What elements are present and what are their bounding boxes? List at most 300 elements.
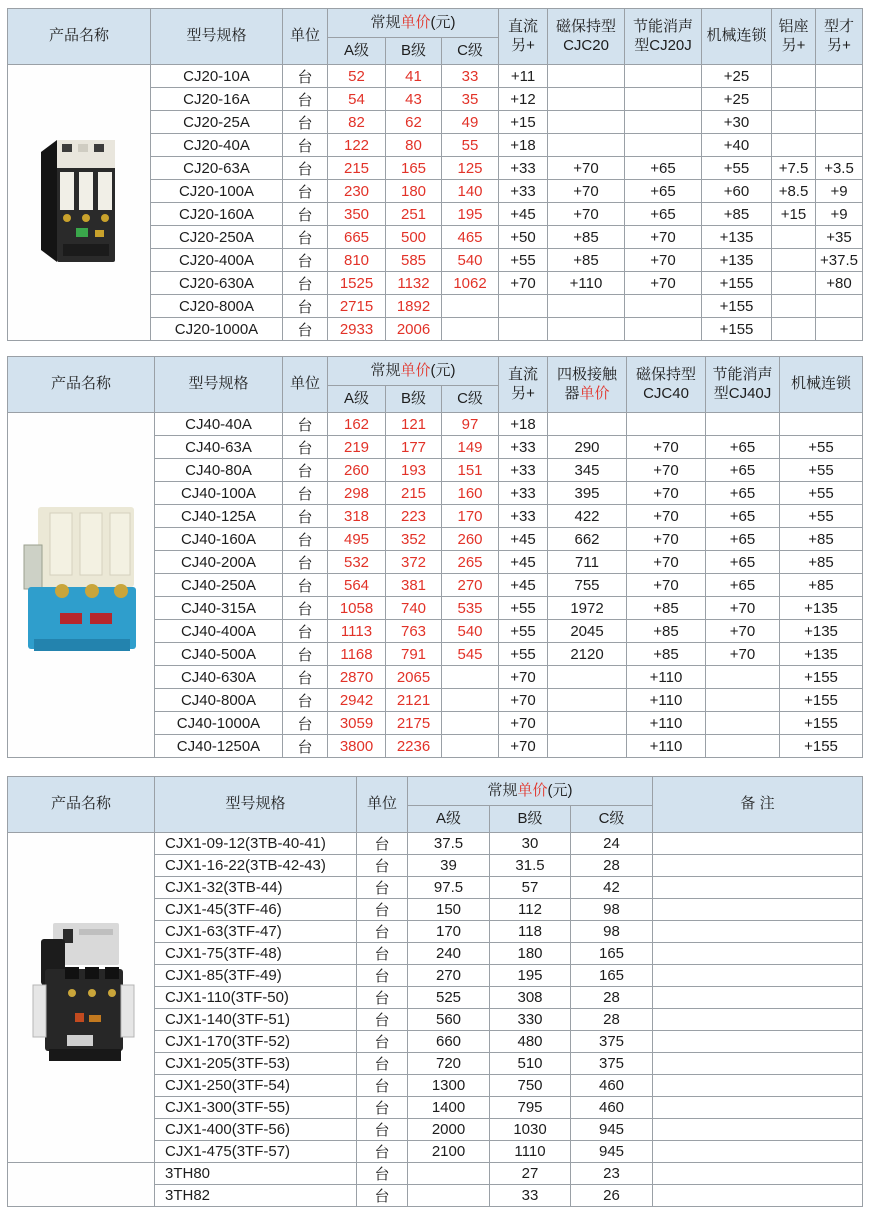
table-row (8, 413, 863, 436)
unit-cell: 台 (283, 574, 328, 597)
value-cell (653, 1163, 863, 1185)
value-cell (816, 318, 863, 341)
value-cell: 720 (408, 1053, 490, 1075)
value-cell (653, 1141, 863, 1163)
value-cell (625, 65, 702, 88)
value-cell: 350 (328, 203, 386, 226)
value-cell (653, 899, 863, 921)
value-cell: +135 (780, 620, 863, 643)
value-cell (548, 735, 627, 758)
unit-cell: 台 (357, 943, 408, 965)
value-cell: 2933 (328, 318, 386, 341)
value-cell: 352 (386, 528, 442, 551)
header-text: (元) (547, 781, 573, 799)
value-cell: 54 (328, 88, 386, 111)
unit-cell: 台 (283, 111, 328, 134)
value-cell: +155 (780, 666, 863, 689)
value-cell: +3.5 (816, 157, 863, 180)
value-cell (625, 318, 702, 341)
value-cell (499, 295, 548, 318)
value-cell: 165 (386, 157, 442, 180)
value-cell: 42 (571, 877, 653, 899)
column-header: 产品名称 (8, 777, 155, 833)
value-cell: +135 (702, 226, 772, 249)
value-cell: +9 (816, 180, 863, 203)
model-cell: CJX1-45(3TF-46) (155, 899, 357, 921)
value-cell (816, 65, 863, 88)
value-cell: 23 (571, 1163, 653, 1185)
header-text: 型才 (824, 17, 855, 35)
value-cell (442, 318, 499, 341)
value-cell: +9 (816, 203, 863, 226)
value-cell: +155 (780, 712, 863, 735)
price-group-header (328, 357, 499, 386)
value-cell: +70 (625, 249, 702, 272)
header-text: 直流 (508, 365, 539, 383)
value-cell: 151 (442, 459, 499, 482)
value-cell (442, 689, 499, 712)
column-header (548, 357, 627, 413)
value-cell: 1062 (442, 272, 499, 295)
value-cell: +70 (548, 157, 625, 180)
column-header (499, 9, 548, 65)
value-cell: +33 (499, 459, 548, 482)
model-cell: CJ40-400A (155, 620, 283, 643)
value-cell: 3059 (328, 712, 386, 735)
value-cell: +70 (625, 272, 702, 295)
header-text: 直流 (508, 17, 539, 35)
cj40-table-section (0, 356, 870, 758)
column-header: 型号规格 (155, 357, 283, 413)
value-cell (772, 318, 816, 341)
header-row (8, 357, 863, 386)
value-cell: 375 (571, 1053, 653, 1075)
value-cell: 2120 (548, 643, 627, 666)
value-cell: 170 (442, 505, 499, 528)
unit-cell: 台 (357, 1031, 408, 1053)
value-cell: +70 (548, 180, 625, 203)
model-cell: CJX1-140(3TF-51) (155, 1009, 357, 1031)
model-cell: CJ20-10A (151, 65, 283, 88)
value-cell: +70 (499, 272, 548, 295)
value-cell: +85 (627, 620, 706, 643)
value-cell: 33 (490, 1185, 571, 1207)
value-cell: +155 (780, 735, 863, 758)
unit-cell: 台 (283, 666, 328, 689)
value-cell (772, 111, 816, 134)
column-header: 型号规格 (155, 777, 357, 833)
header-text: 单价 (517, 781, 548, 799)
value-cell: +85 (780, 528, 863, 551)
value-cell: +7.5 (772, 157, 816, 180)
value-cell: +80 (816, 272, 863, 295)
value-cell (548, 666, 627, 689)
model-cell: CJX1-32(3TB-44) (155, 877, 357, 899)
value-cell (653, 1053, 863, 1075)
unit-cell: 台 (283, 597, 328, 620)
model-cell: CJ40-800A (155, 689, 283, 712)
value-cell: +70 (706, 597, 780, 620)
value-cell: 750 (490, 1075, 571, 1097)
value-cell: 395 (548, 482, 627, 505)
header-text: 磁保持型 (636, 365, 697, 383)
value-cell (408, 1163, 490, 1185)
value-cell (408, 1185, 490, 1207)
value-cell: 2942 (328, 689, 386, 712)
table-row (8, 65, 863, 88)
value-cell: 140 (442, 180, 499, 203)
value-cell: +25 (702, 65, 772, 88)
header-text: 型CJ20J (634, 36, 692, 54)
value-cell: 122 (328, 134, 386, 157)
value-cell: 125 (442, 157, 499, 180)
model-cell: CJ20-630A (151, 272, 283, 295)
value-cell: 160 (442, 482, 499, 505)
value-cell: +33 (499, 505, 548, 528)
value-cell: 33 (442, 65, 499, 88)
grade-header: A级 (328, 38, 386, 65)
header-text: 常规 (370, 361, 401, 379)
value-cell: 265 (442, 551, 499, 574)
model-cell: CJ20-800A (151, 295, 283, 318)
unit-cell: 台 (283, 226, 328, 249)
unit-cell: 台 (283, 65, 328, 88)
header-text: 节能消声 (633, 17, 694, 35)
value-cell: +15 (499, 111, 548, 134)
unit-cell: 台 (357, 1009, 408, 1031)
value-cell: +65 (706, 459, 780, 482)
value-cell: 215 (386, 482, 442, 505)
value-cell (625, 295, 702, 318)
model-cell: CJ20-63A (151, 157, 283, 180)
header-text: 另+ (781, 36, 806, 54)
header-text: 单价 (579, 384, 610, 402)
cj40-contactor-photo (18, 499, 144, 667)
value-cell: 150 (408, 899, 490, 921)
value-cell: 98 (571, 921, 653, 943)
value-cell (625, 134, 702, 157)
value-cell: +70 (706, 643, 780, 666)
unit-cell: 台 (357, 1053, 408, 1075)
unit-cell: 台 (283, 295, 328, 318)
value-cell: +55 (499, 643, 548, 666)
value-cell: 465 (442, 226, 499, 249)
value-cell: +135 (702, 249, 772, 272)
value-cell: 112 (490, 899, 571, 921)
value-cell: +85 (780, 574, 863, 597)
value-cell (548, 111, 625, 134)
model-cell: CJ20-40A (151, 134, 283, 157)
value-cell: 945 (571, 1119, 653, 1141)
value-cell (548, 413, 627, 436)
value-cell (816, 295, 863, 318)
value-cell (772, 65, 816, 88)
cjx1-table-section (0, 776, 870, 1207)
model-cell: CJX1-85(3TF-49) (155, 965, 357, 987)
unit-cell: 台 (283, 318, 328, 341)
value-cell: +155 (702, 318, 772, 341)
value-cell: +55 (499, 620, 548, 643)
cjx1-contactor-photo (25, 917, 137, 1075)
value-cell: +55 (499, 249, 548, 272)
value-cell (706, 413, 780, 436)
value-cell: 1058 (328, 597, 386, 620)
value-cell (816, 134, 863, 157)
value-cell: +45 (499, 574, 548, 597)
header-text: 单价 (400, 13, 431, 31)
header-text: 节能消声 (712, 365, 773, 383)
unit-cell: 台 (283, 482, 328, 505)
value-cell: 195 (442, 203, 499, 226)
value-cell: 180 (386, 180, 442, 203)
model-cell: CJX1-475(3TF-57) (155, 1141, 357, 1163)
model-cell: CJ40-315A (155, 597, 283, 620)
product-photo-cell (8, 413, 155, 758)
value-cell: 43 (386, 88, 442, 111)
value-cell: 945 (571, 1141, 653, 1163)
value-cell: 660 (408, 1031, 490, 1053)
value-cell: 270 (442, 574, 499, 597)
model-cell: CJX1-75(3TF-48) (155, 943, 357, 965)
value-cell: 1168 (328, 643, 386, 666)
value-cell: 585 (386, 249, 442, 272)
value-cell: +85 (548, 226, 625, 249)
model-cell: CJX1-400(3TF-56) (155, 1119, 357, 1141)
column-header (653, 777, 863, 833)
model-cell: CJX1-250(3TF-54) (155, 1075, 357, 1097)
value-cell: +55 (780, 436, 863, 459)
value-cell (625, 111, 702, 134)
value-cell: 195 (490, 965, 571, 987)
value-cell: 2045 (548, 620, 627, 643)
value-cell: 755 (548, 574, 627, 597)
value-cell: +15 (772, 203, 816, 226)
unit-cell: 台 (357, 1097, 408, 1119)
value-cell: +70 (499, 735, 548, 758)
value-cell (627, 413, 706, 436)
unit-cell: 台 (283, 88, 328, 111)
value-cell: +45 (499, 528, 548, 551)
value-cell: +55 (702, 157, 772, 180)
value-cell: 215 (328, 157, 386, 180)
value-cell: 460 (571, 1075, 653, 1097)
unit-cell: 台 (283, 203, 328, 226)
column-header (548, 9, 625, 65)
value-cell: +85 (702, 203, 772, 226)
value-cell: +70 (499, 666, 548, 689)
table-row (8, 833, 863, 855)
value-cell (816, 88, 863, 111)
column-header: 型号规格 (151, 9, 283, 65)
value-cell: 1113 (328, 620, 386, 643)
header-text: 另+ (511, 384, 535, 402)
value-cell (653, 1185, 863, 1207)
value-cell (653, 1075, 863, 1097)
value-cell: 422 (548, 505, 627, 528)
value-cell: +33 (499, 157, 548, 180)
value-cell: 2000 (408, 1119, 490, 1141)
value-cell: 82 (328, 111, 386, 134)
value-cell: 1525 (328, 272, 386, 295)
model-cell: CJ20-25A (151, 111, 283, 134)
value-cell: 545 (442, 643, 499, 666)
model-cell: CJ20-250A (151, 226, 283, 249)
unit-cell: 台 (357, 1185, 408, 1207)
value-cell: +8.5 (772, 180, 816, 203)
value-cell: +135 (780, 597, 863, 620)
column-header (780, 357, 863, 413)
value-cell: +110 (627, 689, 706, 712)
value-cell: 177 (386, 436, 442, 459)
cj20-contactor-photo (33, 130, 125, 272)
model-cell: CJ40-1000A (155, 712, 283, 735)
value-cell: 795 (490, 1097, 571, 1119)
value-cell: +70 (627, 505, 706, 528)
model-cell: CJX1-205(3TF-53) (155, 1053, 357, 1075)
photo-filler-cell (8, 1163, 155, 1207)
value-cell: 495 (328, 528, 386, 551)
value-cell: 223 (386, 505, 442, 528)
value-cell: 41 (386, 65, 442, 88)
column-header: 产品名称 (8, 357, 155, 413)
header-text: 另+ (827, 36, 851, 54)
value-cell: 510 (490, 1053, 571, 1075)
grade-header: A级 (328, 386, 386, 413)
value-cell: 460 (571, 1097, 653, 1119)
value-cell: 1110 (490, 1141, 571, 1163)
value-cell: +110 (627, 666, 706, 689)
value-cell: 480 (490, 1031, 571, 1053)
value-cell (653, 855, 863, 877)
unit-cell: 台 (357, 877, 408, 899)
value-cell: +110 (627, 735, 706, 758)
value-cell: 500 (386, 226, 442, 249)
value-cell: 165 (571, 965, 653, 987)
value-cell: +40 (702, 134, 772, 157)
grade-header: B级 (386, 38, 442, 65)
header-text: 机械连锁 (791, 375, 852, 393)
value-cell: 52 (328, 65, 386, 88)
catalog-page (0, 8, 870, 1205)
unit-cell: 台 (283, 689, 328, 712)
product-photo-cell (8, 65, 151, 341)
value-cell: 118 (490, 921, 571, 943)
value-cell (772, 295, 816, 318)
value-cell: 98 (571, 899, 653, 921)
value-cell: 2100 (408, 1141, 490, 1163)
header-text: 备 注 (740, 795, 775, 813)
unit-cell: 台 (283, 436, 328, 459)
value-cell: +70 (706, 620, 780, 643)
value-cell: 26 (571, 1185, 653, 1207)
value-cell (548, 295, 625, 318)
value-cell: 170 (408, 921, 490, 943)
header-text: 四极接触 (557, 365, 618, 383)
value-cell: +70 (627, 459, 706, 482)
value-cell: 270 (408, 965, 490, 987)
value-cell: 28 (571, 987, 653, 1009)
model-cell: CJ40-100A (155, 482, 283, 505)
model-cell: CJ40-200A (155, 551, 283, 574)
value-cell: 162 (328, 413, 386, 436)
value-cell (772, 88, 816, 111)
value-cell: 1300 (408, 1075, 490, 1097)
model-cell: CJ40-1250A (155, 735, 283, 758)
value-cell: +65 (706, 551, 780, 574)
value-cell (653, 987, 863, 1009)
header-text: (元) (430, 13, 456, 31)
model-cell: CJ40-630A (155, 666, 283, 689)
value-cell (772, 272, 816, 295)
grade-header: B级 (490, 806, 571, 833)
header-text: 单价 (400, 361, 431, 379)
value-cell: 740 (386, 597, 442, 620)
value-cell: 2065 (386, 666, 442, 689)
unit-cell: 台 (357, 855, 408, 877)
model-cell: CJ40-80A (155, 459, 283, 482)
column-header (702, 9, 772, 65)
header-text: 铝座 (778, 17, 809, 35)
value-cell: +65 (706, 436, 780, 459)
value-cell: 711 (548, 551, 627, 574)
value-cell: 560 (408, 1009, 490, 1031)
model-cell: CJ20-1000A (151, 318, 283, 341)
unit-cell: 台 (283, 272, 328, 295)
value-cell: +70 (627, 551, 706, 574)
column-header: 单位 (283, 9, 328, 65)
value-cell: 2175 (386, 712, 442, 735)
value-cell: +110 (548, 272, 625, 295)
value-cell: 49 (442, 111, 499, 134)
value-cell (706, 735, 780, 758)
value-cell (442, 666, 499, 689)
column-header (499, 357, 548, 413)
column-header (706, 357, 780, 413)
value-cell (442, 712, 499, 735)
value-cell: +65 (706, 528, 780, 551)
price-group-header (328, 9, 499, 38)
value-cell: 298 (328, 482, 386, 505)
value-cell (548, 689, 627, 712)
value-cell: +70 (627, 528, 706, 551)
grade-header: C级 (442, 386, 499, 413)
value-cell (548, 65, 625, 88)
column-header (627, 357, 706, 413)
unit-cell: 台 (283, 249, 328, 272)
value-cell: +65 (706, 482, 780, 505)
value-cell (816, 111, 863, 134)
value-cell: +70 (627, 436, 706, 459)
value-cell: 80 (386, 134, 442, 157)
column-header: 产品名称 (8, 9, 151, 65)
value-cell: 532 (328, 551, 386, 574)
unit-cell: 台 (357, 833, 408, 855)
grade-header: C级 (571, 806, 653, 833)
value-cell: +37.5 (816, 249, 863, 272)
value-cell: +50 (499, 226, 548, 249)
value-cell (653, 921, 863, 943)
column-header: 单位 (283, 357, 328, 413)
cj20-price-table (7, 8, 863, 341)
model-cell: CJ20-400A (151, 249, 283, 272)
value-cell: 27 (490, 1163, 571, 1185)
unit-cell: 台 (357, 899, 408, 921)
unit-cell: 台 (357, 1075, 408, 1097)
model-cell: CJX1-110(3TF-50) (155, 987, 357, 1009)
value-cell: 28 (571, 855, 653, 877)
value-cell (442, 295, 499, 318)
value-cell: 3800 (328, 735, 386, 758)
